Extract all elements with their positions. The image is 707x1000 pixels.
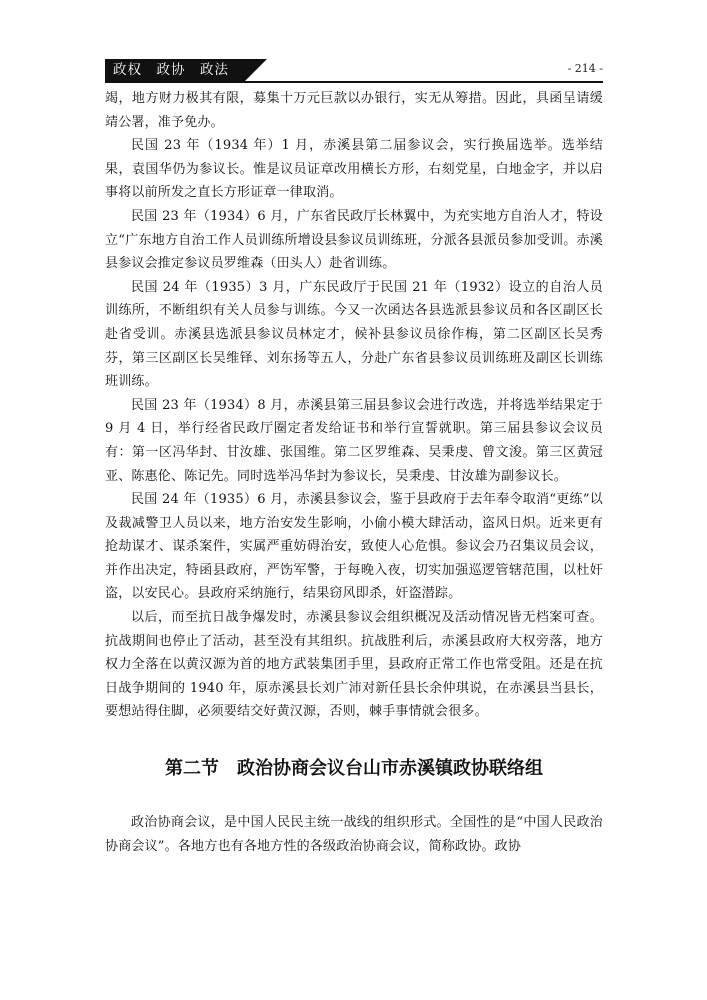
paragraph: 民国 24 年（1935）6 月，赤溪县参议会，鉴于县政府于去年奉令取消“更练”以及裁减警卫人员以来，地方治安发生影响，小偷小模大肆活动，盗风日炽。近来更有抢劫谋才、谋杀案件，实属严重妨碍治安，致使人心危惧。参议会乃召集议员会议，并作出决定，特函县政府，严饬军警，于每晚入夜，切实加强巡逻管辖范围，以杜奸盗，以安民心。县政府采纳施行，结果窃风即杀，奸盗潜踪。 <box>105 492 603 602</box>
header-rule <box>105 81 603 83</box>
paragraph: 民国 24 年（1935）3 月，广东民政厅于民国 21 年（1932）设立的自治人员训练所，不断组织有关人员参与训练。今又一次函达各县选派县参议员和各区副区长赴省受训。赤溪县选派县参议员林定才，候补县参议员徐作梅，第二区副区长吴秀芬，第三区副区长吴维铎、刘东扬等五人，分赴广东省县参议员训练班及副区长训练班训练。 <box>105 279 603 390</box>
paragraph: 民国 23 年（1934）6 月，广东省民政厅长林翼中，为充实地方自治人才，特设立“广东地方自治工作人员训练所增设县参议员训练班，分派各县派员参加受训。赤溪县参议会推定参议员罗维森（田头人）赴省训练。 <box>105 208 603 272</box>
section-heading: 第二节 政治协商会议台山市赤溪镇政协联络组 <box>165 758 543 780</box>
page-number: - 214 - <box>567 62 603 75</box>
paragraph: 民国 23 年（1934）8 月，赤溪县第三届县参议会进行改选，并将选举结果定于 9 月 4 日，举行经省民政厅圈定者发给证书和举行宣誓就职。第三届县参议会议员有：第一区冯华封、甘汝雄、张国维。第二区罗维森、吴秉虔、曾文浚。第三区黄冠亚、陈惠伦、陈记先。同时选举冯华封为参议长，吴秉虔、甘汝雄为副参议长。 <box>105 397 603 484</box>
header-tab-wedge <box>245 59 267 81</box>
paragraph: 竭，地方财力极其有限，募集十万元巨款以办银行，实无从筹措。因此，具函呈请缓靖公署，准予免办。 <box>105 91 603 130</box>
section-tab: 政权 政协 政法 <box>105 59 245 81</box>
paragraph: 政治协商会议，是中国人民民主统一战线的组织形式。全国性的是“中国人民政治协商会议”。各地方也有各地方性的各级政治协商会议，简称政协。政协 <box>105 815 603 854</box>
page-body <box>105 87 603 858</box>
paragraph: 民国 23 年（1934 年）1 月，赤溪县第二届参议会，实行换届选举。选举结果，袁国华仍为参议长。惟是议员证章改用横长方形，右刻党星，白地金字，并以启事将以前所发之直长方形证章一律取消。 <box>105 138 603 201</box>
running-header <box>105 59 603 83</box>
paragraph: 以后，而至抗日战争爆发时，赤溪县参议会组织概况及活动情况皆无档案可查。抗战期间也停止了活动，甚至没有其组织。抗战胜利后，赤溪县政府大权旁落，地方权力全落在以黄汉源为首的地方武装集团手里，县政府正常工作也常受阻。还是在抗日战争期间的 1940 年，原赤溪县长刘广沛对新任县长余仲琪说，在赤溪县当县长，要想站得住脚，必须要结交好黄汉源，否则，棘手事情就会很多。 <box>105 610 603 720</box>
